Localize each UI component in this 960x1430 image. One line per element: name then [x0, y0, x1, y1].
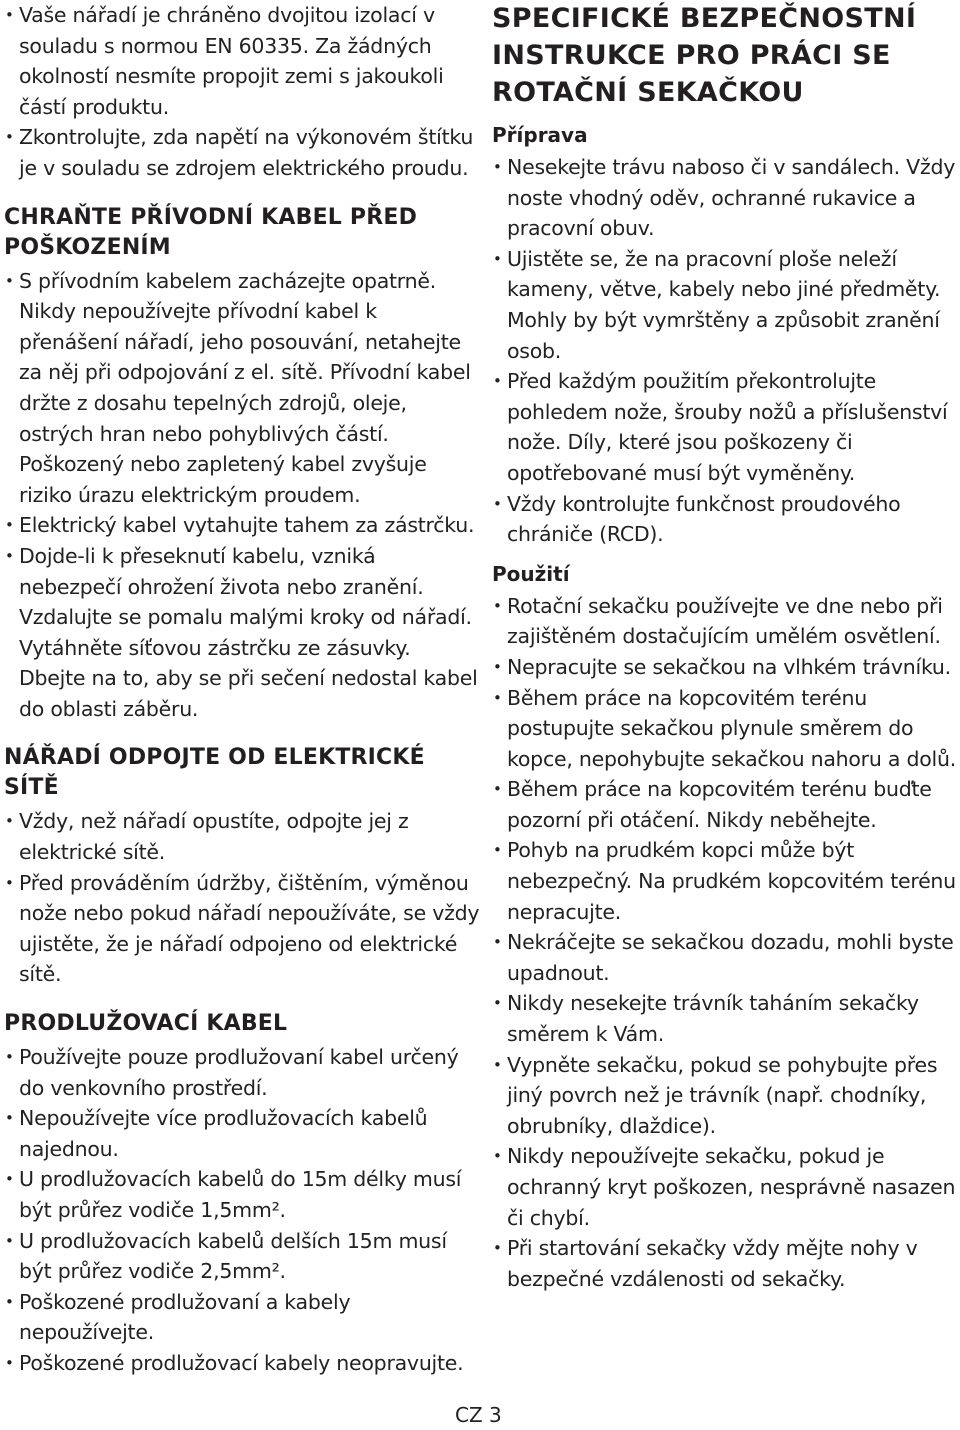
list-item: • Během práce na kopcovitém terénu buďte pozorní při otáčení. Nikdy neběhejte.: [492, 774, 958, 835]
list-item: • Nesekejte trávu naboso či v sandálech. Vždy noste vhodný oděv, ochranné rukavice a pracovní obuv.: [492, 152, 958, 244]
list-item: • Vždy kontrolujte funkčnost proudového chrániče (RCD).: [492, 489, 958, 550]
list-item: • S přívodním kabelem zacházejte opatrně. Nikdy nepoužívejte přívodní kabel k přenášení nářadí, jeho posouvání, netahejte za něj při odpojování z el. sítě. Přívodní kabel držte z dosahu tepelných zdrojů, oleje, ostrých hran nebo pohyblivých částí. Poškozený nebo zapletený kabel zvyšuje riziko úrazu elektrickým proudem.: [4, 266, 480, 511]
list-item: • Vaše nářadí je chráněno dvojitou izolací v souladu s normou EN 60335. Za žádných okolností nesmíte propojit zemi s jakoukoli částí produktu.: [4, 0, 480, 122]
subsection-heading-preparation: Příprava: [492, 123, 588, 147]
list-item: • Při startování sekačky vždy mějte nohy v bezpečné vzdálenosti od sekačky.: [492, 1233, 958, 1294]
list-item: • Zkontrolujte, zda napětí na výkonovém štítku je v souladu se zdrojem elektrického proudu.: [4, 122, 480, 183]
list-item: • U prodlužovacích kabelů delších 15m musí být průřez vodiče 2,5mm².: [4, 1226, 480, 1287]
list-item: • Vždy, než nářadí opustíte, odpojte jej z elektrické sítě.: [4, 806, 480, 867]
list-item: • Před prováděním údržby, čištěním, výměnou nože nebo pokud nářadí nepoužíváte, se vždy ujistěte, že je nářadí odpojeno od elektrické sítě.: [4, 868, 480, 990]
disconnect-list: [4, 806, 480, 990]
list-item: • Poškozené prodlužovaní a kabely nepoužívejte.: [4, 1287, 480, 1348]
right-column: [492, 0, 958, 1294]
list-item: • Používejte pouze prodlužovaní kabel určený do venkovního prostředí.: [4, 1042, 480, 1103]
list-item: • Nekráčejte se sekačkou dozadu, mohli byste upadnout.: [492, 927, 958, 988]
section-heading-extension-cable: PRODLUŽOVACÍ KABEL: [4, 1011, 288, 1037]
preparation-list: [492, 152, 958, 550]
list-item: • Vypněte sekačku, pokud se pohybujte přes jiný povrch než je trávník (např. chodníky, obrubníky, dlaždice).: [492, 1050, 958, 1142]
left-column: [4, 0, 480, 1379]
extension-cable-list: [4, 1042, 480, 1379]
list-item: • Nikdy nepoužívejte sekačku, pokud je ochranný kryt poškozen, nesprávně nasazen či chybí.: [492, 1141, 958, 1233]
subsection-heading-usage: Použití: [492, 561, 570, 586]
list-item: • Elektrický kabel vytahujte tahem za zástrčku.: [4, 510, 480, 541]
list-item: • Před každým použitím překontrolujte pohledem nože, šrouby nožů a příslušenství nože. Díly, které jsou poškozeny či opotřebované musí být vyměněny.: [492, 366, 958, 488]
list-item: • Poškozené prodlužovací kabely neopravujte.: [4, 1348, 480, 1379]
list-item: • Nepracujte se sekačkou na vlhkém trávníku.: [492, 652, 958, 683]
list-item: • Během práce na kopcovitém terénu postupujte sekačkou plynule směrem do kopce, nepohybujte sekačkou nahoru a dolů.: [492, 683, 958, 775]
page-number: CZ 3: [455, 1403, 502, 1427]
cable-protection-list: [4, 266, 480, 725]
page-title: SPECIFICKÉ BEZPEČNOSTNÍ INSTRUKCE PRO PRÁCI SE ROTAČNÍ SEKAČKOU: [492, 3, 917, 108]
list-item: • U prodlužovacích kabelů do 15m délky musí být průřez vodiče 1,5mm².: [4, 1164, 480, 1225]
intro-list: [4, 0, 480, 184]
list-item: • Nepoužívejte více prodlužovacích kabelů najednou.: [4, 1103, 480, 1164]
list-item: • Dojde-li k přeseknutí kabelu, vzniká nebezpečí ohrožení života nebo zranění. Vzdalujte se pomalu malými kroky od nářadí. Vytáhněte síťovou zástrčku ze zásuvky. Dbejte na to, aby se při sečení nedostal kabel do oblasti záběru.: [4, 541, 480, 725]
section-heading-cable-protection: CHRAŇTE PŘÍVODNÍ KABEL PŘED POŠKOZENÍM: [4, 204, 418, 260]
list-item: • Ujistěte se, že na pracovní ploše neleží kameny, větve, kabely nebo jiné předměty. Mohly by být vymrštěny a způsobit zranění osob.: [492, 244, 958, 366]
list-item: • Nikdy nesekejte trávník taháním sekačky směrem k Vám.: [492, 988, 958, 1049]
usage-list: [492, 591, 958, 1295]
list-item: • Pohyb na prudkém kopci může být nebezpečný. Na prudkém kopcovitém terénu nepracujte.: [492, 835, 958, 927]
section-heading-disconnect: NÁŘADÍ ODPOJTE OD ELEKTRICKÉ SÍTĚ: [4, 745, 425, 801]
list-item: • Rotační sekačku používejte ve dne nebo při zajištěném dostačujícím umělém osvětlení.: [492, 591, 958, 652]
